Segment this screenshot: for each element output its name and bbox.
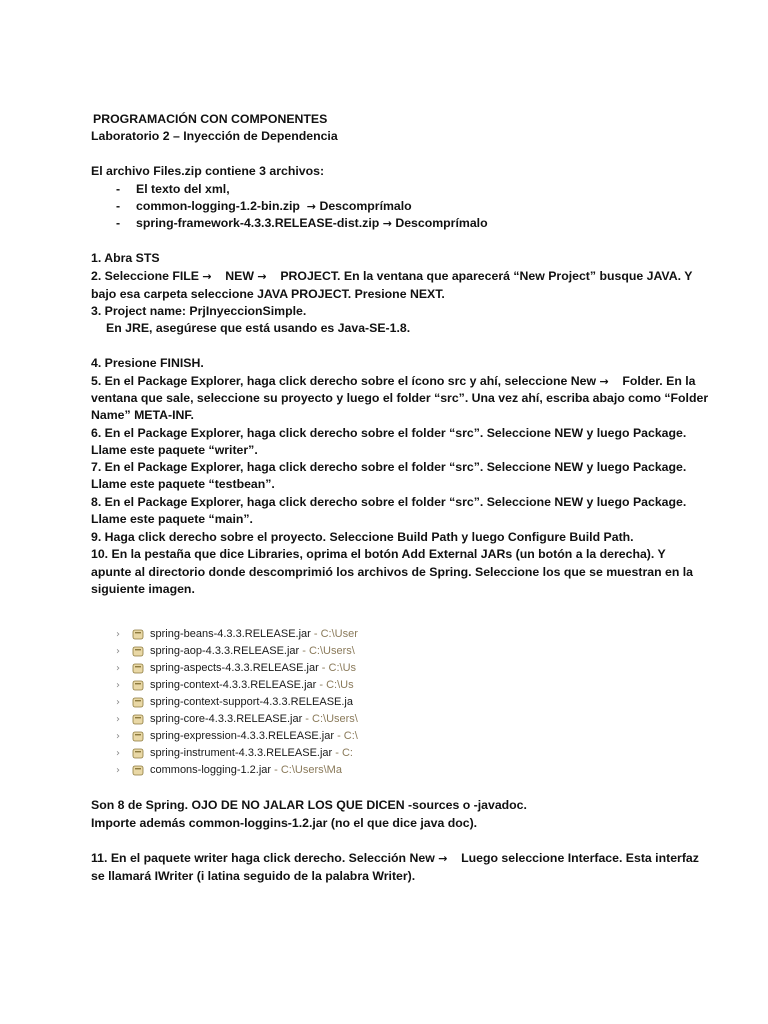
jar-label [150,711,358,728]
jar-icon [132,680,144,691]
step-11-part: se llamará [91,869,155,883]
step-4: 4. Presione FINISH. [91,356,204,370]
jar-label [150,643,355,660]
step-1: 1. Abra STS [91,251,160,265]
step-2-part: PROJECT. En la ventana que aparecerá “New Project” busque JAVA. Y [280,269,693,283]
jar-label [150,660,356,677]
step-10-part: , oprima el botón [299,547,402,561]
bullet-text: El texto del xml, [136,182,230,196]
jar-label [150,626,358,643]
jar-icon [132,714,144,725]
jar-item [110,745,353,762]
jar-path: - C:\Us [316,679,354,691]
step-9-part: 9. Haga click derecho sobre el proyecto. Seleccione [91,530,398,544]
jar-item [110,694,353,711]
jar-name: commons-logging-1.2.jar [150,764,272,776]
jar-path: - C:\ [334,730,358,742]
step-5-line-2: ventana que sale, seleccione su proyecto y luego el folder “src”. Una vez ahí, escriba abajo como “Folder [91,391,709,405]
chevron-right-icon: › [116,697,120,708]
folder-name-meta-inf: META-INF [134,408,191,422]
jar-icon [132,697,144,708]
jar-name: spring-instrument-4.3.3.RELEASE.jar [150,747,333,759]
chevron-right-icon: › [116,646,120,657]
jar-icon [132,748,144,759]
chevron-right-icon: › [116,748,120,759]
step-2-part: NEW [225,269,254,283]
jar-path: - C:\User [310,628,358,640]
jar-icon [132,765,144,776]
step-10-part: (un botón a la derecha). Y [512,547,666,561]
jar-path: - C:\Users\ [299,645,355,657]
jar-label [150,694,353,711]
step-11-part: Luego seleccione Interface. Esta interfaz [461,851,699,865]
jar-item [110,762,348,779]
after-image-part: Son 8 de Spring. [91,798,192,812]
jar-label [150,762,342,779]
bullet-item [116,215,488,232]
jar-label [150,677,354,694]
jar-path: - C: [332,747,353,759]
step-11-part: IWriter [154,869,194,883]
step-6-line-2: Llame este paquete “writer”. [91,443,258,457]
step-5-line-3 [91,407,194,423]
step-7-line-2: Llame este paquete “testbean”. [91,477,275,491]
bullet-after: Descomprímalo [395,216,488,230]
jar-path: - C:\Users\Ma [271,764,342,776]
jar-item [110,711,358,728]
bullet-text: common-logging-1.2-bin.zip [136,199,300,213]
jar-list-screenshot [110,624,358,786]
chevron-right-icon: › [116,765,120,776]
step-10-part: Libraries [247,547,300,561]
bullet-item [116,198,412,215]
step-8-line-2: Llame este paquete “main”. [91,512,253,526]
bullet-item [116,181,230,197]
jar-name: spring-aop-4.3.3.RELEASE.jar [150,645,300,657]
jar-item [110,660,357,677]
jar-path: - C:\Users\ [302,713,358,725]
after-image-part: common-loggins-1.2.jar [188,816,328,830]
chevron-right-icon: › [116,663,120,674]
jar-icon [132,629,144,640]
step-9-part: . [630,530,634,544]
step-5-line-1 [91,373,696,390]
jar-path: - C:\Us [318,662,357,674]
jar-name: spring-aspects-4.3.3.RELEASE.jar [150,662,319,674]
bullet-after: Descomprímalo [319,199,412,213]
step-6-line-1: 6. En el Package Explorer, haga click derecho sobre el folder “src”. Seleccione NEW y luego Package. [91,426,687,440]
bullet-dash: - [116,199,121,213]
step-2-line-2: bajo esa carpeta seleccione JAVA PROJECT. Presione NEXT. [91,287,445,301]
warning-text: OJO DE NO JALAR LOS QUE DICEN -sources o -javadoc. [191,798,527,812]
arrow-right-icon: → [257,270,267,283]
step-3-note: En JRE, asegúrese que está usando es Java-SE-1.8. [106,321,411,335]
jar-label [150,745,353,762]
arrow-right-icon: → [382,217,392,230]
step-5-part: . [190,408,194,422]
arrow-right-icon: → [438,852,448,865]
jar-icon [132,646,144,657]
chevron-right-icon: › [116,714,120,725]
step-5-part: 5. En el Package Explorer, haga click derecho sobre el ícono src y ahí, seleccione New [91,374,597,388]
step-10-part: Add External JARs [401,547,513,561]
document-subtitle: Laboratorio 2 – Inyección de Dependencia [91,129,338,143]
step-3: 3. Project name: PrjInyeccionSimple. [91,304,307,318]
step-8-line-1: 8. En el Package Explorer, haga click derecho sobre el folder “src”. Seleccione NEW y luego Package. [91,495,687,509]
step-7-line-1: 7. En el Package Explorer, haga click derecho sobre el folder “src”. Seleccione NEW y luego Package. [91,460,687,474]
jar-label [150,728,358,745]
step-10-line-3: siguiente imagen. [91,582,195,596]
step-10-line-2: apunte al directorio donde descomprimió los archivos de Spring. Seleccione los que se muestran en la [91,565,694,579]
arrow-right-icon: → [599,375,609,388]
step-11-part: 11. En el paquete writer haga click derecho. Selección New [91,851,435,865]
jar-name: spring-core-4.3.3.RELEASE.jar [150,713,303,725]
arrow-right-icon: → [306,200,317,213]
chevron-right-icon: › [116,629,120,640]
step-2-line-1 [91,268,692,285]
chevron-right-icon: › [116,731,120,742]
bullet-dash: - [116,216,121,230]
step-11-line-1 [91,850,699,867]
bullet-text: spring-framework-4.3.3.RELEASE-dist.zip [136,216,380,230]
step-11-part: (i latina seguido de la palabra Writer). [193,869,416,883]
bullet-dash: - [116,182,121,196]
step-5-part: Folder. En la [622,374,696,388]
arrow-right-icon: → [202,270,212,283]
jar-item [110,626,358,643]
after-image-line-1 [91,797,527,813]
step-2-part: 2. Seleccione FILE [91,269,199,283]
jar-item [110,677,354,694]
jar-name: spring-beans-4.3.3.RELEASE.jar [150,628,311,640]
step-5-part: Name” [91,408,135,422]
step-11-line-2 [91,868,415,884]
after-image-part: Importe además [91,816,189,830]
after-image-line-2 [91,815,477,831]
document-title: PROGRAMACIÓN CON COMPONENTES [93,112,328,126]
chevron-right-icon: › [116,680,120,691]
jar-item [110,728,358,745]
step-9 [91,529,634,545]
step-9-part: Configure Build Path [507,530,631,544]
step-10-part: 10. En la pestaña que dice [91,547,248,561]
jar-name: spring-context-4.3.3.RELEASE.jar [150,679,317,691]
jar-icon [132,731,144,742]
intro-text: El archivo Files.zip contiene 3 archivos: [91,164,325,178]
step-10-line-1 [91,546,666,562]
step-9-part: Build Path [397,530,458,544]
jar-item [110,643,355,660]
after-image-part: (no el que dice java doc). [327,816,478,830]
jar-name: spring-expression-4.3.3.RELEASE.jar [150,730,335,742]
jar-icon [132,663,144,674]
jar-name: spring-context-support-4.3.3.RELEASE.ja [150,696,353,708]
step-9-part: y luego [458,530,508,544]
